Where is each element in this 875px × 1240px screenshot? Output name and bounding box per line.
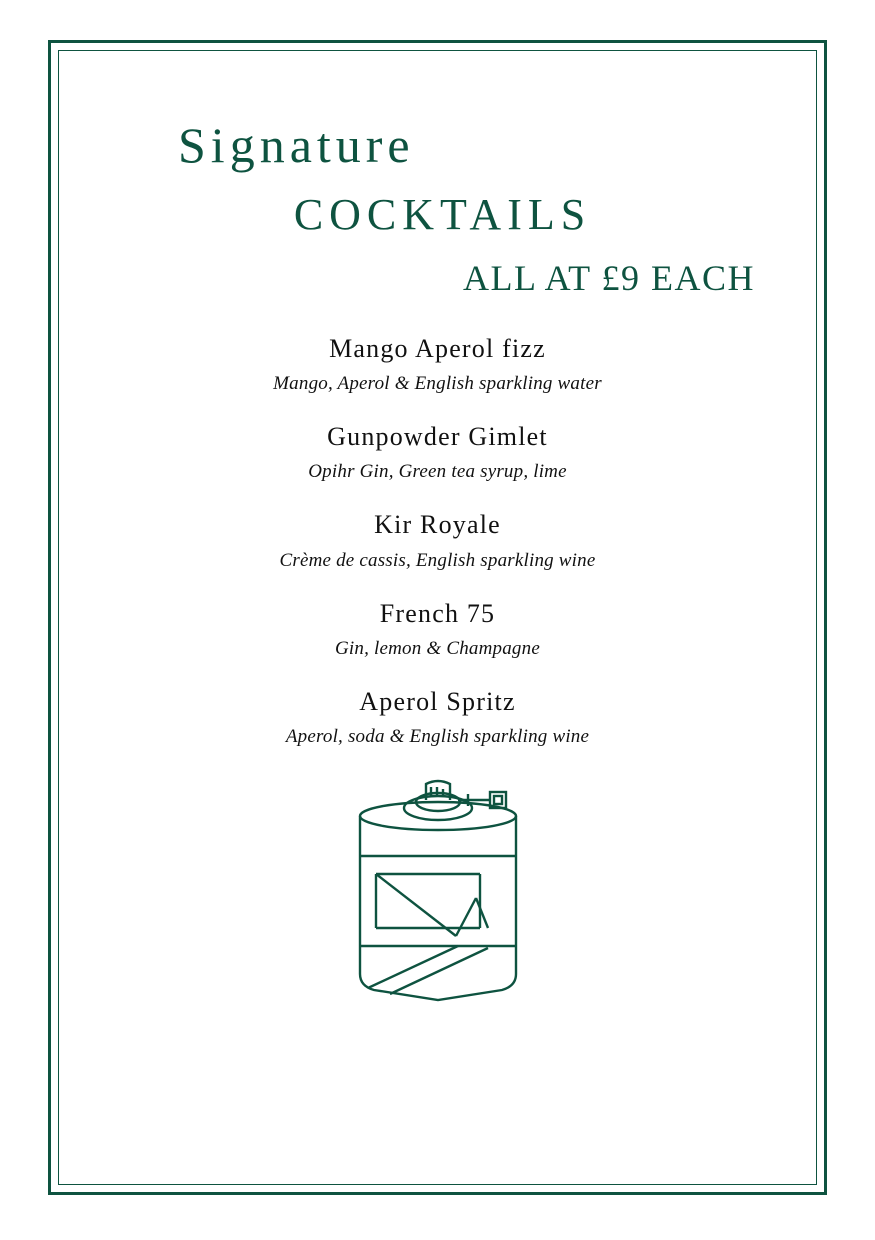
list-item	[98, 509, 777, 571]
drink-name: Kir Royale	[374, 510, 501, 540]
drinks-list	[98, 333, 777, 748]
heading-cocktails: COCKTAILS	[293, 190, 592, 239]
drink-description: Crème de cassis, English sparkling wine	[279, 549, 596, 571]
drink-description: Mango, Aperol & English sparkling water	[273, 373, 602, 395]
cocktail-shaker-illustration	[98, 778, 777, 1008]
heading-signature: Signature	[178, 117, 415, 173]
list-item	[98, 598, 777, 660]
list-item	[98, 333, 777, 395]
list-item	[98, 421, 777, 483]
drink-name: Gunpowder Gimlet	[327, 422, 548, 452]
drink-name: Mango Aperol fizz	[329, 333, 546, 363]
drink-description: Gin, lemon & Champagne	[335, 637, 540, 659]
menu-content	[58, 50, 817, 1185]
drink-name: French 75	[379, 598, 496, 628]
cocktail-shaker-icon	[338, 778, 538, 1008]
drink-name: Aperol Spritz	[359, 686, 516, 716]
heading-price: ALL AT £9 EACH	[462, 258, 755, 299]
list-item	[98, 686, 777, 748]
drink-description: Opihr Gin, Green tea syrup, lime	[308, 461, 567, 483]
drink-description: Aperol, soda & English sparkling wine	[285, 725, 590, 747]
menu-heading	[98, 118, 777, 299]
